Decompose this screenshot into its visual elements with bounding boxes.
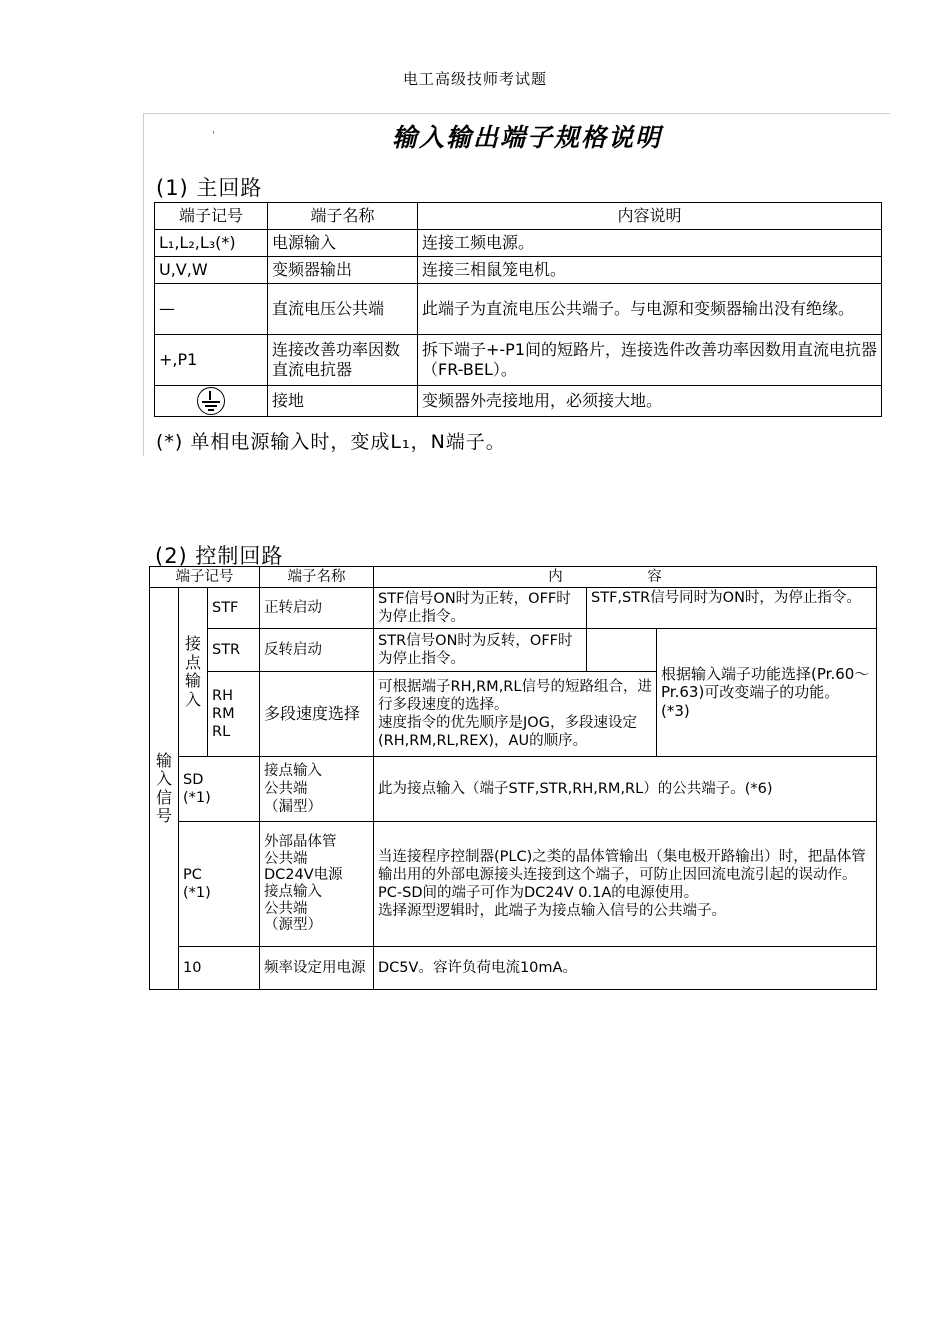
terminal-desc: 此端子为直流电压公共端子。与电源和变频器输出没有绝缘。: [418, 284, 882, 335]
terminal-symbol: PC (*1): [179, 822, 260, 947]
terminal-name: 接地: [268, 386, 418, 417]
section-title-main: (1) 主回路: [156, 176, 263, 200]
table-header-row: [155, 203, 882, 230]
main-circuit-table: [154, 202, 882, 417]
terminal-name: 外部晶体管 公共端 DC24V电源 接点输入 公共端 （源型）: [260, 822, 374, 947]
terminal-desc: 拆下端子+-P1间的短路片，连接选件改善功率因数用直流电抗器（FR-BEL）。: [418, 335, 882, 386]
terminal-symbol: STR: [208, 629, 260, 672]
control-circuit-table: [149, 566, 877, 990]
terminal-symbol: 10: [179, 947, 260, 990]
terminal-name: 多段速度选择: [260, 672, 374, 757]
terminal-name: 电源输入: [268, 230, 418, 257]
terminal-desc: 此为接点输入（端子STF,STR,RH,RM,RL）的公共端子。(*6): [374, 757, 877, 822]
terminal-desc: DC5V。容许负荷电流10mA。: [374, 947, 877, 990]
terminal-name: 反转启动: [260, 629, 374, 672]
terminal-symbol: L₁,L₂,L₃(*): [155, 230, 268, 257]
header-cell: 端子名称: [260, 567, 374, 588]
footnote: (*) 单相电源输入时，变成L₁，N端子。: [156, 431, 506, 453]
function-note: 根据输入端子功能选择(Pr.60～Pr.63)可改变端子的功能。 (*3): [657, 629, 877, 757]
control-circuit-figure: [143, 536, 881, 1010]
main-circuit-figure: [143, 113, 890, 456]
terminal-name: 频率设定用电源: [260, 947, 374, 990]
table-header-row: [150, 567, 877, 588]
terminal-name: 直流电压公共端: [268, 284, 418, 335]
header-cell: 端子名称: [268, 203, 418, 230]
terminal-desc: 当连接程序控制器(PLC)之类的晶体管输出（集电极开路输出）时，把晶体管输出用的外部电源接头连接到这个端子，可防止因回流电流引起的误动作。 PC-SD间的端子可作为DC24V 0.1A的电源使用。 选择源型逻辑时，此端子为接点输入信号的公共端子。: [374, 822, 877, 947]
terminal-symbol-earth: [155, 386, 268, 417]
header-cell: 端子记号: [155, 203, 268, 230]
terminal-symbol: —: [155, 284, 268, 335]
table-row: [155, 257, 882, 284]
terminal-symbol: +,P1: [155, 335, 268, 386]
earth-icon: [197, 387, 225, 415]
table-row: [150, 947, 877, 990]
terminal-desc: STR信号ON时为反转，OFF时为停止指令。: [374, 629, 587, 672]
group-label-text: 接点输入: [185, 634, 202, 709]
terminal-desc: STF信号ON时为正转，OFF时为停止指令。: [374, 588, 587, 629]
terminal-symbol: RH RM RL: [208, 672, 260, 757]
scan-dot: ': [212, 130, 215, 141]
terminal-symbol: SD (*1): [179, 757, 260, 822]
terminal-symbol: STF: [208, 588, 260, 629]
group-label-contact-input: [179, 588, 208, 757]
terminal-symbol: U,V,W: [155, 257, 268, 284]
terminal-name: 变频器输出: [268, 257, 418, 284]
header-cell: 端子记号: [150, 567, 260, 588]
terminal-name: 连接改善功率因数直流电抗器: [268, 335, 418, 386]
table-row: [150, 757, 877, 822]
header-cell: 内 容: [374, 567, 877, 588]
section-title-control: (2) 控制回路: [155, 544, 284, 568]
figure-title: 输入输出端子规格说明: [392, 123, 663, 152]
terminal-desc: 可根据端子RH,RM,RL信号的短路组合，进行多段速度的选择。 速度指令的优先顺序是JOG，多段速设定(RH,RM,RL,REX)，AU的顺序。: [374, 672, 657, 757]
terminal-name: 正转启动: [260, 588, 374, 629]
table-row: [150, 588, 877, 629]
group-label-input-signal: [150, 588, 179, 990]
table-row: [155, 335, 882, 386]
blank-cell: [587, 629, 657, 672]
terminal-desc: 变频器外壳接地用，必须接大地。: [418, 386, 882, 417]
terminal-desc: 连接三相鼠笼电机。: [418, 257, 882, 284]
stf-str-note: STF,STR信号同时为ON时，为停止指令。: [587, 588, 877, 629]
table-row: [155, 230, 882, 257]
terminal-name: 接点输入 公共端 （漏型）: [260, 757, 374, 822]
table-row: [155, 284, 882, 335]
terminal-desc: 连接工频电源。: [418, 230, 882, 257]
table-row: [150, 822, 877, 947]
table-row: [150, 629, 877, 672]
table-row: [155, 386, 882, 417]
group-label-text: 输入信号: [156, 750, 173, 826]
header-cell: 内容说明: [418, 203, 882, 230]
page-header: 电工高级技师考试题: [402, 70, 547, 88]
